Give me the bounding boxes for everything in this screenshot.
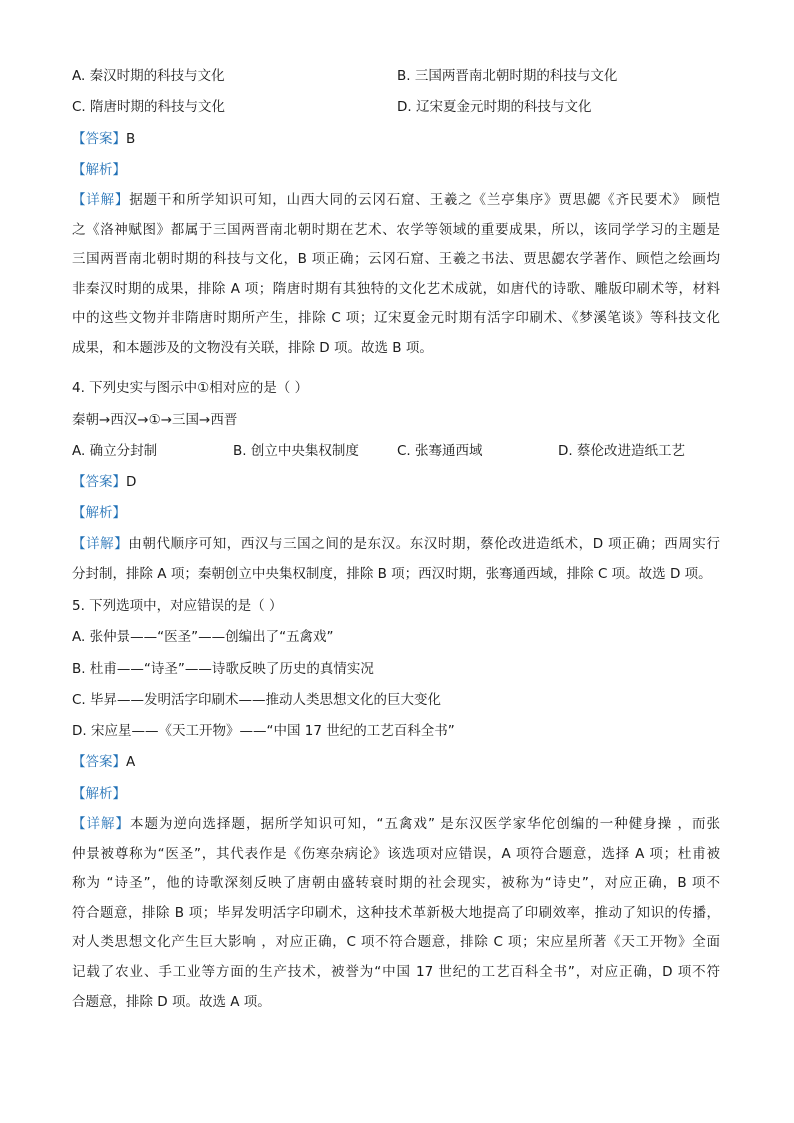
answer-value: D: [126, 474, 137, 490]
q5-option-c: C. 毕昇——发明活字印刷术——推动人类思想文化的巨大变化: [72, 692, 442, 708]
q3-option-d: D. 辽宋夏金元时期的科技与文化: [397, 99, 592, 115]
q4-option-d: D. 蔡伦改进造纸工艺: [558, 443, 685, 459]
q3-analysis-tag: [72, 160, 722, 180]
detail-line: 中的这些文物并非隋唐时期所产生，排除 C 项；辽宋夏金元时期有活字印刷术、《梦溪笔谈》等科技文化: [72, 310, 720, 327]
answer-tag: 【答案】: [72, 474, 126, 490]
detail-line: 仲景被尊称为“医圣”，其代表作是《伤寒杂病论》该选项对应错误，A 项符合题意，选择 A 项；杜甫被: [72, 845, 720, 862]
q5-option-b: B. 杜甫——“诗圣”——诗歌反映了历史的真情实况: [72, 661, 374, 677]
detail-line: 称为 “诗圣”，他的诗歌深刻反映了唐朝由盛转衰时期的社会现实，被称为“诗史”，对应正确，B 项不: [72, 875, 720, 892]
detail-tag: 【详解】: [72, 536, 129, 552]
detail-line: 合题意，排除 D 项。故选 A 项。: [72, 993, 271, 1010]
q4-option-c: C. 张骞通西域: [397, 443, 483, 459]
analysis-tag: 【解析】: [72, 786, 126, 802]
detail-tag: 【详解】: [72, 816, 130, 832]
detail-line: 【详解】本题为逆向选择题，据所学知识可知，“五禽戏” 是东汉医学家华佗创编的一种健身操 ，而张: [72, 816, 720, 832]
answer-tag: 【答案】: [72, 754, 126, 770]
detail-line: 成果，和本题涉及的文物没有关联，排除 D 项。故选 B 项。: [72, 339, 433, 356]
q4-option-b: B. 创立中央集权制度: [233, 443, 359, 459]
detail-line: 非秦汉时期的成果，排除 A 项；隋唐时期有其独特的文化艺术成就，如唐代的诗歌、雕版印刷术等，材料: [72, 280, 720, 297]
detail-tag: 【详解】: [72, 192, 130, 208]
q4-option-a: A. 确立分封制: [72, 443, 158, 459]
q5-option-d: D. 宋应星——《天工开物》——“中国 17 世纪的工艺百科全书”: [72, 723, 455, 739]
q3-option-b: B. 三国两晋南北朝时期的科技与文化: [397, 68, 618, 84]
q3-option-c: C. 隋唐时期的科技与文化: [72, 99, 226, 115]
q5-answer: [72, 752, 722, 772]
analysis-tag: 【解析】: [72, 162, 126, 178]
q5-option-a: A. 张仲景——“医圣”——创编出了“五禽戏”: [72, 629, 334, 645]
q4-stem: 4. 下列史实与图示中①相对应的是（ ）: [72, 380, 309, 396]
q5-detail: [72, 810, 720, 1017]
answer-value: B: [126, 131, 136, 147]
q4-detail: [72, 530, 720, 589]
analysis-tag: 【解析】: [72, 505, 126, 521]
q4-analysis-tag: [72, 503, 722, 523]
detail-line: 三国两晋南北朝时期的科技与文化，B 项正确；云冈石窟、王羲之书法、贾思勰农学著作、顾恺之绘画均: [72, 251, 720, 268]
q3-answer: [72, 129, 722, 149]
detail-line: 符合题意，排除 B 项；毕昇发明活字印刷术，这种技术革新极大地提高了印刷效率，推动了知识的传播，: [72, 904, 720, 921]
detail-line: 【详解】由朝代顺序可知，西汉与三国之间的是东汉。东汉时期，蔡伦改进造纸术，D 项正确；西周实行: [72, 536, 720, 552]
detail-line: 对人类思想文化产生巨大影响 ，对应正确，C 项不符合题意，排除 C 项；宋应星所著《天工开物》全面: [72, 934, 720, 951]
answer-tag: 【答案】: [72, 131, 126, 147]
q3-detail: [72, 186, 720, 364]
q3-option-a: A. 秦汉时期的科技与文化: [72, 68, 225, 84]
detail-line: 之《洛神赋图》都属于三国两晋南北朝时期在艺术、农学等领域的重要成果，所以，该同学学习的主题是: [72, 221, 720, 238]
q4-diagram: 秦朝→西汉→①→三国→西晋: [72, 412, 238, 428]
q5-analysis-tag: [72, 784, 722, 804]
q4-answer: [72, 472, 722, 492]
answer-value: A: [126, 754, 136, 770]
detail-line: 【详解】据题干和所学知识可知，山西大同的云冈石窟、王羲之《兰亭集序》贾思勰《齐民要术》 顾恺: [72, 192, 720, 208]
detail-line: 分封制，排除 A 项；秦朝创立中央集权制度，排除 B 项；西汉时期，张骞通西域，排除 C 项。故选 D 项。: [72, 565, 712, 582]
detail-line: 记载了农业、手工业等方面的生产技术，被誉为“中国 17 世纪的工艺百科全书”，对应正确，D 项不符: [72, 963, 720, 980]
q5-stem: 5. 下列选项中，对应错误的是（ ）: [72, 598, 283, 614]
